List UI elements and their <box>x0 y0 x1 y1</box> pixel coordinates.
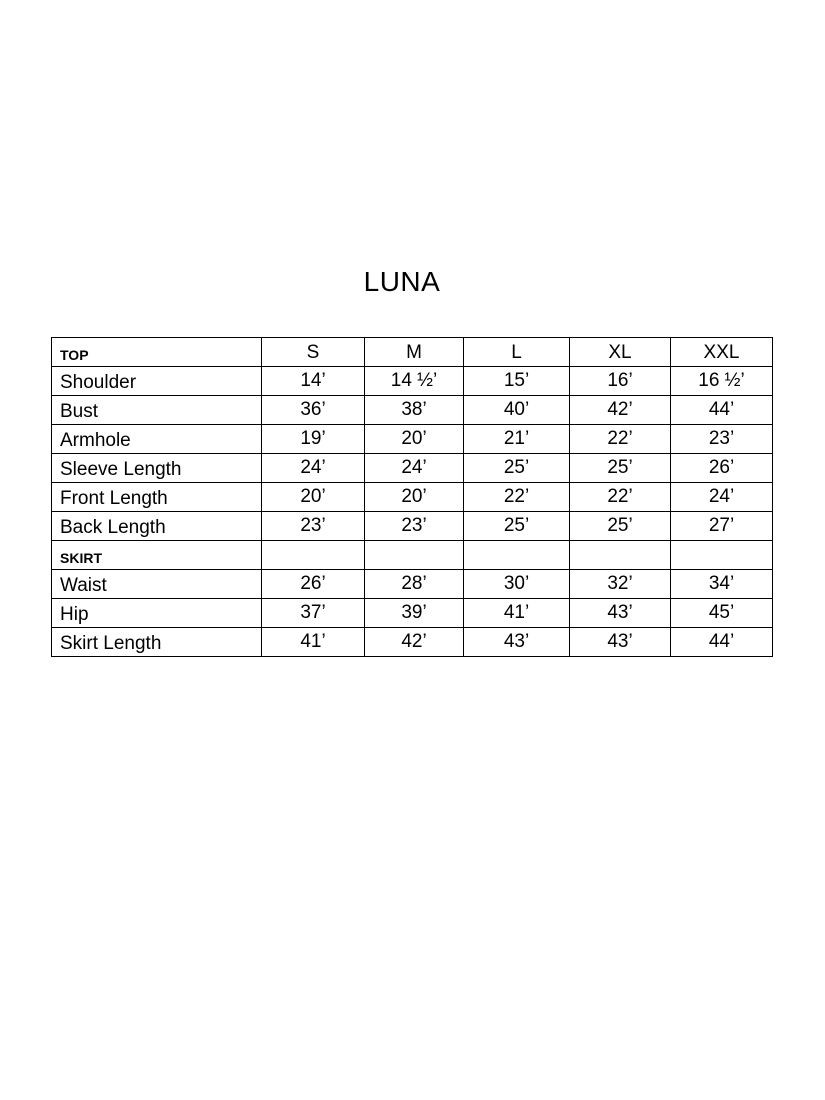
table-cell: 21’ <box>464 425 570 454</box>
table-cell: 38’ <box>365 396 464 425</box>
empty-cell <box>464 541 570 570</box>
row-label: Front Length <box>52 483 262 512</box>
table-cell: 44’ <box>671 396 773 425</box>
table-cell: 25’ <box>570 454 671 483</box>
table-row <box>52 367 773 396</box>
table-cell: 22’ <box>570 483 671 512</box>
table-cell: 23’ <box>262 512 365 541</box>
table-cell: 44’ <box>671 628 773 657</box>
table-cell: 16 ½’ <box>671 367 773 396</box>
table-cell: 24’ <box>365 454 464 483</box>
row-label: Skirt Length <box>52 628 262 657</box>
table-cell: 43’ <box>464 628 570 657</box>
size-header-m: M <box>365 338 464 367</box>
size-header-xl: XL <box>570 338 671 367</box>
row-label: Hip <box>52 599 262 628</box>
table-cell: 20’ <box>365 483 464 512</box>
section-label-skirt: SKIRT <box>52 541 262 570</box>
empty-cell <box>262 541 365 570</box>
table-cell: 43’ <box>570 628 671 657</box>
section-header-row <box>52 541 773 570</box>
table-cell: 41’ <box>464 599 570 628</box>
table-cell: 27’ <box>671 512 773 541</box>
table-cell: 37’ <box>262 599 365 628</box>
size-header-xxl: XXL <box>671 338 773 367</box>
table-row <box>52 425 773 454</box>
empty-cell <box>570 541 671 570</box>
table-cell: 15’ <box>464 367 570 396</box>
table-cell: 42’ <box>365 628 464 657</box>
empty-cell <box>365 541 464 570</box>
row-label: Bust <box>52 396 262 425</box>
size-header-l: L <box>464 338 570 367</box>
table-cell: 40’ <box>464 396 570 425</box>
table-cell: 24’ <box>262 454 365 483</box>
table-cell: 36’ <box>262 396 365 425</box>
table-row <box>52 570 773 599</box>
table-cell: 41’ <box>262 628 365 657</box>
table-cell: 34’ <box>671 570 773 599</box>
table-cell: 23’ <box>671 425 773 454</box>
table-cell: 20’ <box>365 425 464 454</box>
table-cell: 26’ <box>262 570 365 599</box>
table-header-row <box>52 338 773 367</box>
table-cell: 25’ <box>570 512 671 541</box>
table-cell: 20’ <box>262 483 365 512</box>
table-row <box>52 483 773 512</box>
table-row <box>52 396 773 425</box>
table-cell: 23’ <box>365 512 464 541</box>
size-chart-table <box>51 337 773 657</box>
table-cell: 25’ <box>464 454 570 483</box>
table-cell: 45’ <box>671 599 773 628</box>
empty-cell <box>671 541 773 570</box>
table-row <box>52 454 773 483</box>
table-row <box>52 628 773 657</box>
table-row <box>52 599 773 628</box>
row-label: Shoulder <box>52 367 262 396</box>
table-cell: 14’ <box>262 367 365 396</box>
table-cell: 43’ <box>570 599 671 628</box>
table-cell: 25’ <box>464 512 570 541</box>
table-cell: 22’ <box>464 483 570 512</box>
size-header-s: S <box>262 338 365 367</box>
table-cell: 24’ <box>671 483 773 512</box>
page-title: LUNA <box>363 266 441 297</box>
table-cell: 39’ <box>365 599 464 628</box>
section-label-top: TOP <box>52 338 262 367</box>
table-cell: 19’ <box>262 425 365 454</box>
table-cell: 22’ <box>570 425 671 454</box>
table-cell: 14 ½’ <box>365 367 464 396</box>
table-cell: 30’ <box>464 570 570 599</box>
row-label: Armhole <box>52 425 262 454</box>
row-label: Waist <box>52 570 262 599</box>
table-cell: 42’ <box>570 396 671 425</box>
row-label: Back Length <box>52 512 262 541</box>
table-cell: 32’ <box>570 570 671 599</box>
table-cell: 16’ <box>570 367 671 396</box>
table-row <box>52 512 773 541</box>
row-label: Sleeve Length <box>52 454 262 483</box>
table-cell: 28’ <box>365 570 464 599</box>
table-cell: 26’ <box>671 454 773 483</box>
